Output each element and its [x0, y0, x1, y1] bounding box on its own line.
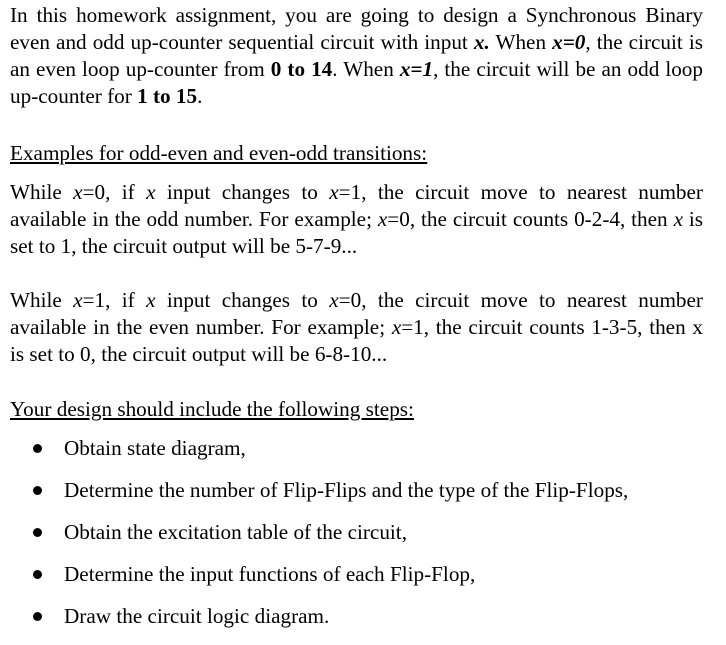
intro-text: In this homework assignment, you are going to design a Synchronous Binary even and odd up-counter sequential circuit with input — [10, 3, 703, 54]
example-paragraph-1 — [10, 179, 703, 260]
design-steps-list — [10, 435, 628, 645]
bullet-icon — [33, 444, 42, 453]
step-text: Draw the circuit logic diagram. — [64, 604, 330, 628]
bullet-icon — [33, 612, 42, 621]
variable-x: x — [146, 288, 156, 312]
example-text: input changes to — [155, 288, 330, 312]
variable-x: x — [73, 288, 83, 312]
input-variable: x. — [473, 30, 490, 54]
variable-x: x — [377, 207, 388, 231]
example-text: =0, the circuit move to nearest number available in the even number. For example; — [10, 288, 703, 339]
intro-text: . — [197, 84, 203, 108]
bullet-icon — [33, 570, 42, 579]
example-text: is set to 1, the circuit output will be 5-7-9... — [10, 207, 704, 258]
step-text: Determine the input functions of each Flip-Flop, — [64, 562, 476, 586]
variable-x: x — [673, 207, 683, 231]
example-text: input changes to — [155, 180, 330, 204]
condition-x0: x=0 — [552, 30, 586, 54]
intro-text: , the circuit is an even loop up-counter from — [10, 30, 703, 81]
list-item — [10, 435, 628, 477]
variable-x: x — [391, 315, 402, 339]
example-text: =1, if — [82, 288, 147, 312]
variable-x: x — [73, 180, 83, 204]
example-text: =0, if — [82, 180, 147, 204]
examples-heading: Examples for odd-even and even-odd transitions: — [10, 141, 428, 165]
example-text: While — [10, 180, 74, 204]
example-text: =0, the circuit counts 0-2-4, then — [387, 207, 674, 231]
bullet-icon — [33, 528, 42, 537]
step-text: Obtain state diagram, — [64, 436, 246, 460]
intro-paragraph — [10, 2, 703, 110]
intro-text: When — [489, 30, 553, 54]
bullet-icon — [33, 486, 42, 495]
condition-x1: x=1 — [399, 57, 434, 81]
odd-range: 1 to 15 — [137, 84, 198, 108]
example-text: While — [10, 288, 74, 312]
design-steps-heading: Your design should include the following steps: — [10, 397, 414, 421]
variable-x: x — [329, 288, 339, 312]
list-item — [10, 561, 628, 603]
document-page — [10, 2, 704, 628]
example-text: =1, the circuit counts 1-3-5, then x is set to 0, the circuit output will be 6-8-10... — [10, 315, 703, 366]
step-text: Obtain the excitation table of the circuit, — [64, 520, 407, 544]
example-paragraph-2 — [10, 287, 703, 368]
list-item — [10, 477, 628, 519]
variable-x: x — [146, 180, 156, 204]
even-range: 0 to 14 — [270, 57, 333, 81]
example-text: =1, the circuit move to nearest number available in the odd number. For example; — [10, 180, 703, 231]
step-text: Determine the number of Flip-Flips and the type of the Flip-Flops, — [64, 478, 629, 502]
variable-x: x — [329, 180, 339, 204]
intro-text: , the circuit will be an odd loop up-counter for — [10, 57, 703, 108]
list-item — [10, 519, 628, 561]
intro-text: . When — [332, 57, 400, 81]
